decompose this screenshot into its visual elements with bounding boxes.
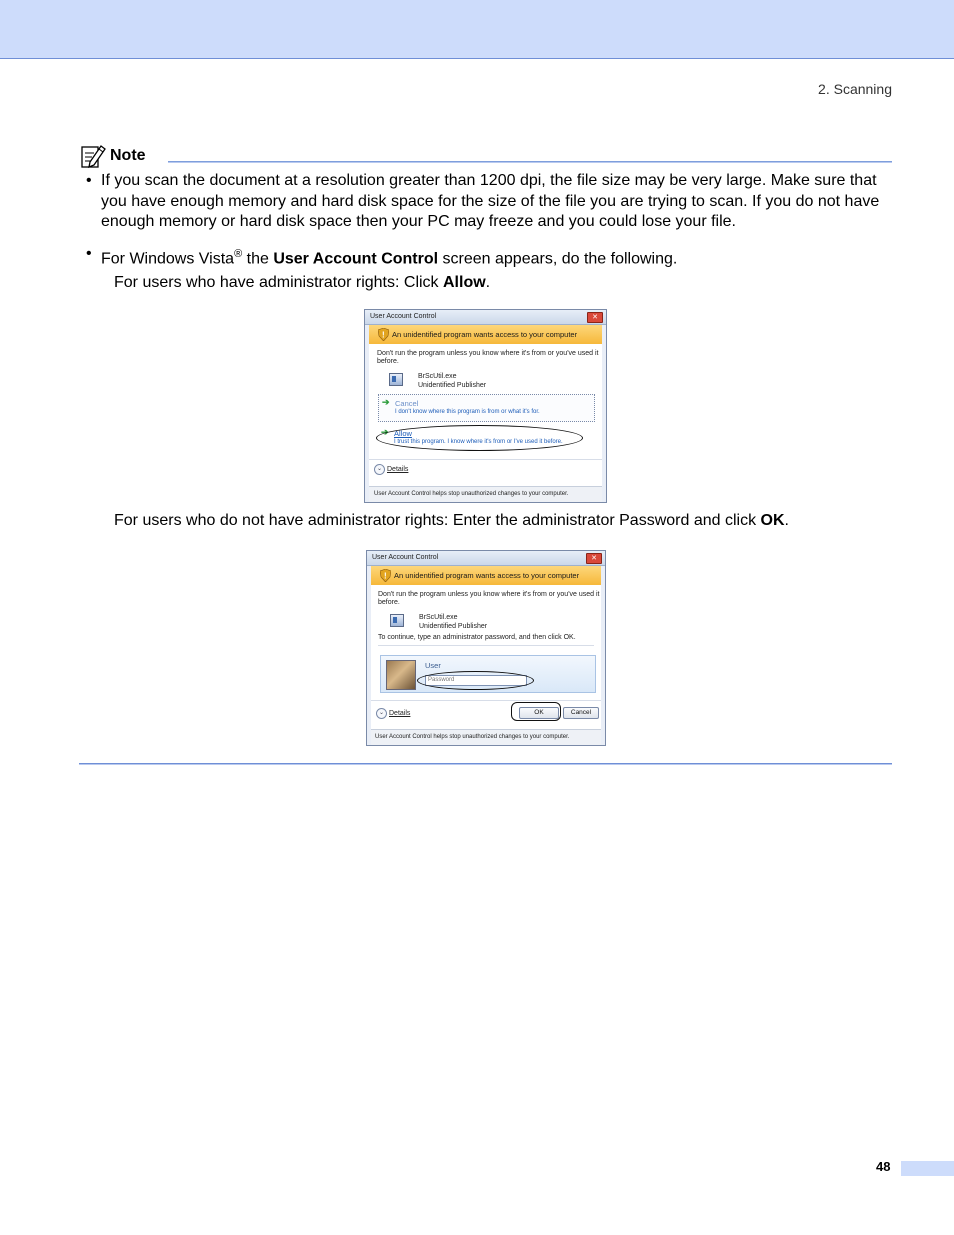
note-rule xyxy=(168,161,892,163)
password-highlight xyxy=(417,671,534,690)
details-link[interactable]: Details xyxy=(389,710,411,717)
section-title: 2. Scanning xyxy=(818,81,892,97)
program-name: BrScUtil.exe xyxy=(418,373,457,380)
bullet-marker-1: • xyxy=(86,172,92,189)
program-icon xyxy=(390,614,404,627)
svg-text:!: ! xyxy=(384,571,387,581)
divider xyxy=(369,459,602,460)
shield-icon xyxy=(378,328,389,341)
program-publisher: Unidentified Publisher xyxy=(419,623,488,630)
cancel-option-label: Cancel xyxy=(395,399,419,408)
avatar xyxy=(386,660,416,690)
banner-text: An unidentified program wants access to your computer xyxy=(394,571,580,580)
arrow-right-icon: ➔ xyxy=(382,397,390,407)
arrow-right-icon: ➔ xyxy=(381,427,389,437)
svg-text:!: ! xyxy=(382,330,385,340)
warning-line-2: before. xyxy=(378,599,400,606)
note-bullet-1: If you scan the document at a resolution greater than 1200 dpi, the file size may be very large. Make sure that you have enough memory and hard disk space for the size of the file you are trying to scan. If you do not have enough memory or hard disk space then your PC may freeze and you could lose your file. xyxy=(101,172,880,230)
warning-line-1: Don't run the program unless you know where it's from or you've used it xyxy=(377,350,599,357)
password-placeholder: Password xyxy=(428,677,455,683)
page-tab xyxy=(901,1161,954,1176)
header-band xyxy=(0,0,954,59)
non-admin-instruction: For users who do not have administrator rights: Enter the administrator Password and click OK. xyxy=(114,512,789,529)
note-pencil-icon xyxy=(80,143,106,169)
dialog-title: User Account Control xyxy=(370,313,437,320)
admin-instruction: For users who have administrator rights: Click Allow. xyxy=(114,274,491,291)
page-number: 48 xyxy=(876,1159,891,1174)
warning-line-1: Don't run the program unless you know where it's from or you've used it xyxy=(378,591,600,598)
details-link[interactable]: Details xyxy=(387,466,409,473)
note-label: Note xyxy=(110,147,146,164)
dialog-footer xyxy=(369,486,602,502)
cancel-option[interactable] xyxy=(378,394,595,422)
shield-icon xyxy=(380,569,391,582)
uac-dialog-allow xyxy=(364,309,607,503)
user-name: User xyxy=(425,661,441,670)
footer-text: User Account Control helps stop unauthorized changes to your computer. xyxy=(374,491,569,497)
divider xyxy=(378,645,594,646)
allow-option-desc: I trust this program. I know where it's from or I've used it before. xyxy=(394,439,563,445)
allow-highlight xyxy=(376,425,583,451)
password-instruction: To continue, type an administrator password, and then click OK. xyxy=(378,634,576,641)
dialog-body xyxy=(369,344,602,486)
uac-dialog-password xyxy=(366,550,606,746)
dialog-title: User Account Control xyxy=(372,554,439,561)
close-icon[interactable]: ✕ xyxy=(587,312,603,323)
divider xyxy=(371,700,601,701)
ok-highlight xyxy=(511,702,561,721)
bullet-marker-2: • xyxy=(86,245,92,262)
chevron-down-icon[interactable]: ⌄ xyxy=(376,708,387,719)
note-heading xyxy=(80,143,146,169)
cancel-button[interactable]: Cancel xyxy=(563,707,599,719)
program-name: BrScUtil.exe xyxy=(419,614,458,621)
dialog-footer xyxy=(371,729,601,745)
warning-line-2: before. xyxy=(377,358,399,365)
dialog-body xyxy=(371,585,601,730)
ok-button[interactable]: OK xyxy=(519,707,559,719)
dialog-titlebar xyxy=(367,551,605,566)
note-bullet-2: For Windows Vista® the User Account Control screen appears, do the following. xyxy=(101,248,678,268)
footer-text: User Account Control helps stop unauthorized changes to your computer. xyxy=(375,734,570,740)
close-icon[interactable]: ✕ xyxy=(586,553,602,564)
warning-banner xyxy=(369,325,602,344)
chevron-down-icon[interactable]: ⌄ xyxy=(374,464,385,475)
program-publisher: Unidentified Publisher xyxy=(418,382,487,389)
note-end-rule xyxy=(79,763,892,765)
dialog-titlebar xyxy=(365,310,606,325)
warning-banner xyxy=(371,566,601,585)
cancel-option-desc: I don't know where this program is from or what it's for. xyxy=(395,409,540,415)
banner-text: An unidentified program wants access to your computer xyxy=(392,330,578,339)
allow-option-label: Allow xyxy=(394,429,412,438)
program-icon xyxy=(389,373,403,386)
